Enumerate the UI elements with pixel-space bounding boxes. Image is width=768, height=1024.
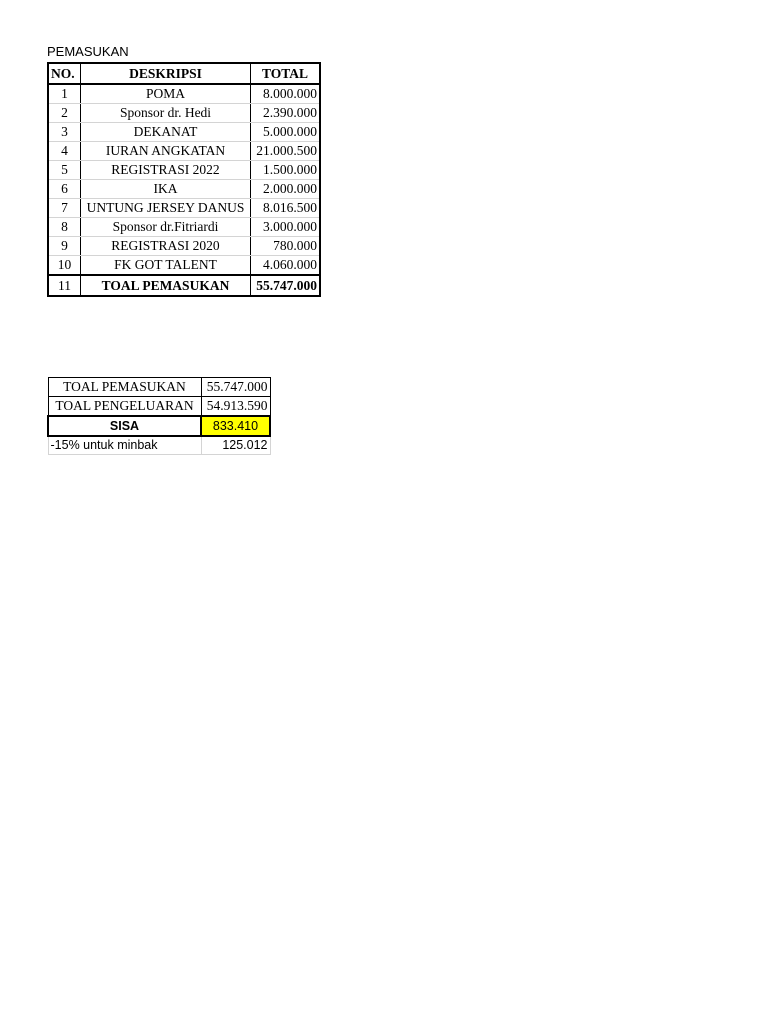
cell-total[interactable]: 4.060.000 — [251, 256, 321, 276]
cell-desc[interactable]: Sponsor dr.Fitriardi — [81, 218, 251, 237]
cell-total[interactable]: 2.390.000 — [251, 104, 321, 123]
cell-no[interactable]: 1 — [48, 84, 81, 104]
table-row — [48, 180, 320, 199]
sheet-title: PEMASUKAN — [47, 44, 129, 59]
table-row — [48, 142, 320, 161]
cell-total[interactable]: 21.000.500 — [251, 142, 321, 161]
header-total[interactable]: TOTAL — [251, 63, 321, 84]
income-total-row — [48, 275, 320, 296]
cell-no[interactable]: 10 — [48, 256, 81, 276]
summary-label[interactable]: TOAL PENGELUARAN — [48, 397, 201, 417]
cell-desc[interactable]: FK GOT TALENT — [81, 256, 251, 276]
cell-no[interactable]: 9 — [48, 237, 81, 256]
summary-row-pengeluaran — [48, 397, 270, 417]
total-value-cell[interactable]: 55.747.000 — [251, 275, 321, 296]
table-row — [48, 256, 320, 276]
summary-table — [47, 377, 271, 455]
cell-no[interactable]: 8 — [48, 218, 81, 237]
cell-no[interactable]: 5 — [48, 161, 81, 180]
cell-no[interactable]: 7 — [48, 199, 81, 218]
cell-no[interactable]: 3 — [48, 123, 81, 142]
table-row — [48, 161, 320, 180]
cell-desc[interactable]: DEKANAT — [81, 123, 251, 142]
summary-row-minbak — [48, 436, 270, 455]
cell-total[interactable]: 8.016.500 — [251, 199, 321, 218]
total-label-cell[interactable]: TOAL PEMASUKAN — [81, 275, 251, 296]
header-no[interactable]: NO. — [48, 63, 81, 84]
summary-value[interactable]: 54.913.590 — [201, 397, 270, 417]
table-row — [48, 199, 320, 218]
cell-desc[interactable]: REGISTRASI 2020 — [81, 237, 251, 256]
income-table-header — [48, 63, 320, 84]
cell-no[interactable]: 6 — [48, 180, 81, 199]
cell-desc[interactable]: IURAN ANGKATAN — [81, 142, 251, 161]
table-row — [48, 84, 320, 104]
minbak-value[interactable]: 125.012 — [201, 436, 270, 455]
cell-desc[interactable]: Sponsor dr. Hedi — [81, 104, 251, 123]
table-row — [48, 218, 320, 237]
cell-no[interactable]: 2 — [48, 104, 81, 123]
cell-total[interactable]: 8.000.000 — [251, 84, 321, 104]
cell-desc[interactable]: POMA — [81, 84, 251, 104]
cell-total[interactable]: 780.000 — [251, 237, 321, 256]
sisa-label[interactable]: SISA — [48, 416, 201, 436]
cell-desc[interactable]: IKA — [81, 180, 251, 199]
header-deskripsi[interactable]: DESKRIPSI — [81, 63, 251, 84]
cell-total[interactable]: 3.000.000 — [251, 218, 321, 237]
table-row — [48, 104, 320, 123]
table-row — [48, 123, 320, 142]
minbak-label[interactable]: -15% untuk minbak — [48, 436, 201, 455]
cell-desc[interactable]: UNTUNG JERSEY DANUS — [81, 199, 251, 218]
sisa-value-highlighted[interactable]: 833.410 — [201, 416, 270, 436]
cell-no[interactable]: 11 — [48, 275, 81, 296]
cell-total[interactable]: 5.000.000 — [251, 123, 321, 142]
income-table — [47, 62, 321, 297]
summary-row-pemasukan — [48, 378, 270, 397]
summary-label[interactable]: TOAL PEMASUKAN — [48, 378, 201, 397]
cell-total[interactable]: 2.000.000 — [251, 180, 321, 199]
summary-value[interactable]: 55.747.000 — [201, 378, 270, 397]
cell-total[interactable]: 1.500.000 — [251, 161, 321, 180]
cell-no[interactable]: 4 — [48, 142, 81, 161]
table-row — [48, 237, 320, 256]
cell-desc[interactable]: REGISTRASI 2022 — [81, 161, 251, 180]
summary-row-sisa — [48, 416, 270, 436]
